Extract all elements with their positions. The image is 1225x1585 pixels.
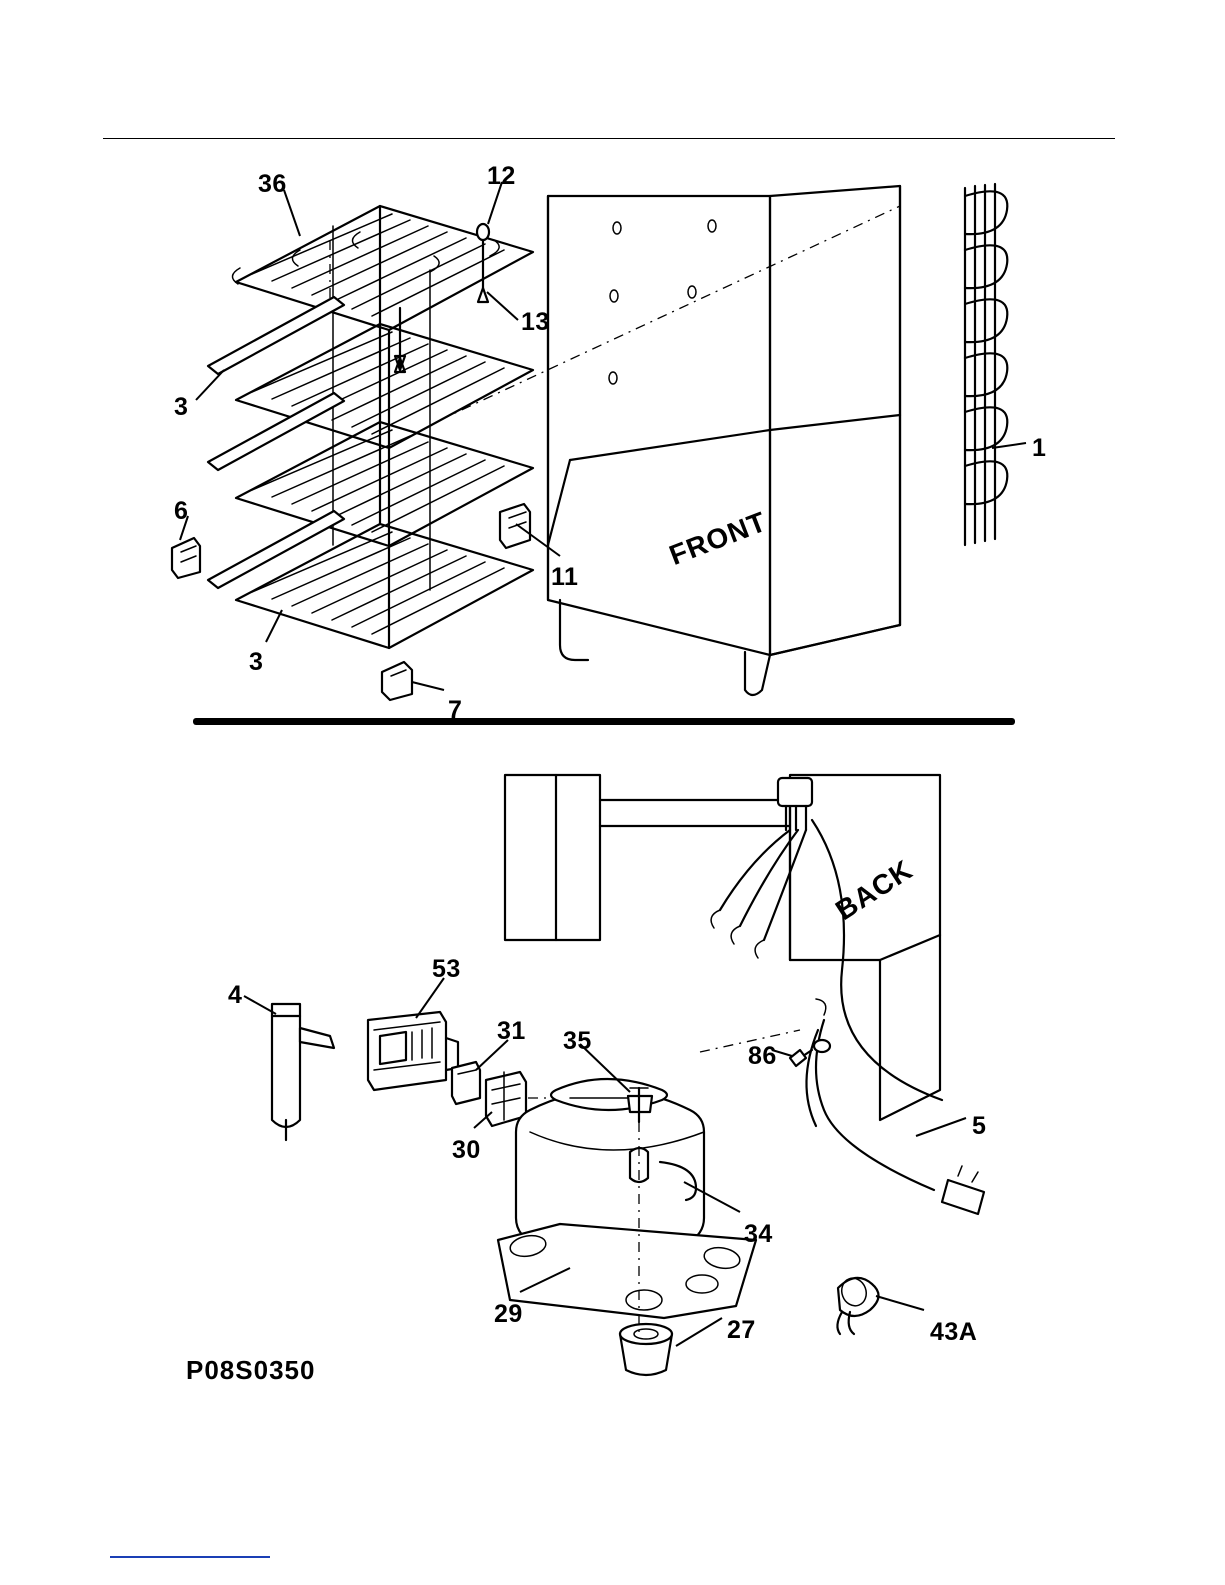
callout-1: 1 bbox=[1032, 434, 1047, 462]
callout-35: 35 bbox=[563, 1027, 592, 1055]
relay-cover bbox=[368, 1012, 458, 1090]
callout-31: 31 bbox=[497, 1017, 526, 1045]
callout-53: 53 bbox=[432, 955, 461, 983]
overload-protector bbox=[452, 1062, 480, 1104]
power-cord bbox=[711, 778, 987, 1214]
front-label: FRONT bbox=[665, 505, 771, 571]
callout-13: 13 bbox=[521, 308, 550, 336]
callout-6: 6 bbox=[174, 497, 189, 525]
cabinet-outline bbox=[548, 186, 900, 695]
callout-27: 27 bbox=[727, 1316, 756, 1344]
filter-drier bbox=[272, 1004, 334, 1140]
compressor bbox=[498, 1079, 756, 1375]
callout-34: 34 bbox=[744, 1220, 773, 1248]
condenser-coil bbox=[965, 184, 1007, 545]
callout-36: 36 bbox=[258, 170, 287, 198]
callout-4: 4 bbox=[228, 981, 243, 1009]
callout-5: 5 bbox=[972, 1112, 987, 1140]
callout-11: 11 bbox=[551, 563, 579, 591]
figure-code: P08S0350 bbox=[186, 1355, 316, 1385]
cable-tie bbox=[837, 1275, 878, 1334]
callout-3-upper: 3 bbox=[174, 393, 189, 421]
callout-3-lower: 3 bbox=[249, 648, 264, 676]
shelf-slide-rails bbox=[208, 297, 344, 588]
callout-12: 12 bbox=[487, 162, 516, 190]
callout-7: 7 bbox=[448, 696, 463, 724]
callout-29: 29 bbox=[494, 1300, 523, 1328]
callout-43A: 43A bbox=[930, 1318, 978, 1346]
back-label: BACK bbox=[830, 853, 919, 926]
callout-86: 86 bbox=[748, 1042, 777, 1070]
cabinet-base-back bbox=[505, 775, 940, 1120]
callout-30: 30 bbox=[452, 1136, 481, 1164]
